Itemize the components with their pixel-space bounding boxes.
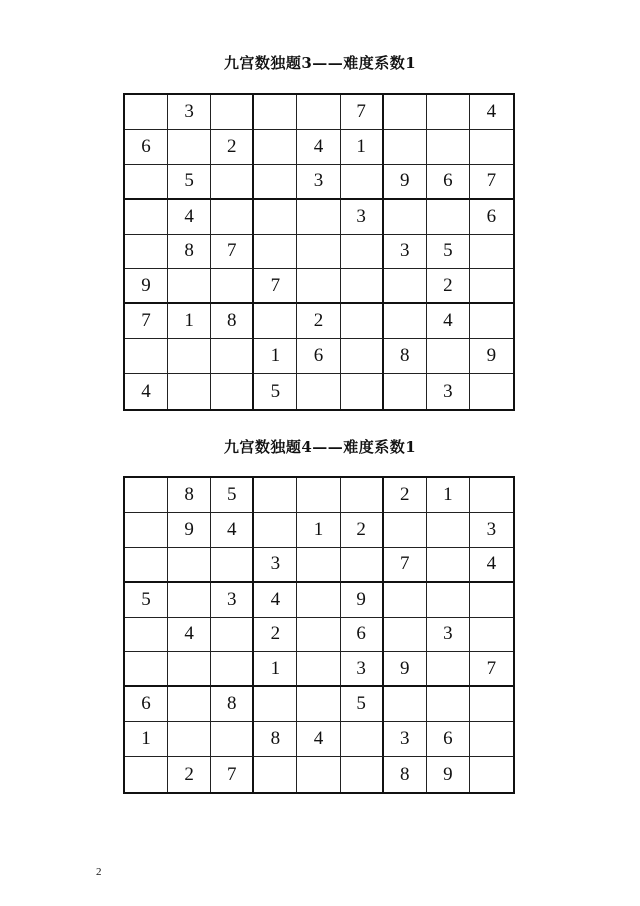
sudoku-cell [297,757,340,792]
sudoku-cell: 4 [211,513,254,548]
sudoku-cell: 7 [341,95,384,130]
sudoku-cell [384,687,427,722]
sudoku-cell [470,269,513,304]
sudoku-cell [125,95,168,130]
sudoku-cell: 5 [211,478,254,513]
puzzle-title: 九宫数独题3——难度系数1 [223,54,417,72]
sudoku-cell [254,165,297,200]
sudoku-cell: 8 [254,722,297,757]
sudoku-cell [254,130,297,165]
sudoku-cell [168,652,211,687]
sudoku-cell [254,95,297,130]
sudoku-cell: 3 [427,618,470,653]
sudoku-cell [211,618,254,653]
sudoku-cell [125,235,168,270]
sudoku-cell [384,304,427,339]
sudoku-cell [384,130,427,165]
sudoku-cell [470,722,513,757]
sudoku-cell: 9 [427,757,470,792]
sudoku-cell [427,513,470,548]
sudoku-cell: 9 [384,165,427,200]
sudoku-cell [470,235,513,270]
sudoku-cell [125,548,168,583]
sudoku-cell [254,478,297,513]
sudoku-cell [341,339,384,374]
sudoku-cell: 7 [211,235,254,270]
sudoku-cell: 1 [254,652,297,687]
sudoku-cell [125,513,168,548]
sudoku-cell [168,687,211,722]
sudoku-cell: 3 [384,722,427,757]
sudoku-cell [470,583,513,618]
sudoku-cell [168,339,211,374]
sudoku-cell: 3 [168,95,211,130]
sudoku-cell: 1 [341,130,384,165]
sudoku-cell: 2 [254,618,297,653]
sudoku-cell: 7 [470,652,513,687]
sudoku-cell [211,722,254,757]
sudoku-cell [211,374,254,409]
sudoku-cell [168,548,211,583]
sudoku-cell [341,165,384,200]
sudoku-cell [297,583,340,618]
sudoku-cell: 2 [168,757,211,792]
sudoku-cell [297,95,340,130]
sudoku-cell [341,304,384,339]
sudoku-cell [125,618,168,653]
sudoku-cell [125,165,168,200]
sudoku-cell: 2 [427,269,470,304]
sudoku-cell [427,200,470,235]
sudoku-cell: 5 [427,235,470,270]
sudoku-cell [211,339,254,374]
sudoku-cell [341,548,384,583]
sudoku-cell [470,618,513,653]
sudoku-cell: 8 [211,304,254,339]
sudoku-cell [384,513,427,548]
sudoku-cell [297,652,340,687]
sudoku-cell: 5 [168,165,211,200]
sudoku-cell: 6 [470,200,513,235]
sudoku-cell [384,374,427,409]
sudoku-cell [125,339,168,374]
sudoku-cell [470,478,513,513]
sudoku-cell: 7 [254,269,297,304]
sudoku-cell: 4 [168,200,211,235]
sudoku-cell: 3 [470,513,513,548]
sudoku-cell: 4 [427,304,470,339]
sudoku-grid [123,93,515,411]
sudoku-cell [254,513,297,548]
sudoku-cell [168,130,211,165]
sudoku-cell: 8 [211,687,254,722]
sudoku-cell [297,687,340,722]
sudoku-cell: 4 [254,583,297,618]
sudoku-cell [470,757,513,792]
sudoku-cell [470,374,513,409]
puzzle-title: 九宫数独题4——难度系数1 [223,438,417,456]
sudoku-cell [427,339,470,374]
sudoku-cell: 9 [341,583,384,618]
sudoku-cell: 3 [427,374,470,409]
sudoku-cell [211,200,254,235]
sudoku-cell: 1 [254,339,297,374]
sudoku-cell [427,687,470,722]
sudoku-cell [470,687,513,722]
sudoku-cell: 4 [470,548,513,583]
sudoku-cell: 9 [384,652,427,687]
sudoku-cell [297,200,340,235]
sudoku-cell: 8 [384,757,427,792]
sudoku-cell [125,478,168,513]
sudoku-cell [168,374,211,409]
sudoku-cell [254,687,297,722]
sudoku-cell [168,722,211,757]
page-number: 2 [96,866,102,878]
sudoku-cell [341,269,384,304]
sudoku-cell: 6 [125,130,168,165]
sudoku-cell: 6 [297,339,340,374]
sudoku-cell: 2 [341,513,384,548]
sudoku-cell: 4 [297,130,340,165]
sudoku-cell: 4 [125,374,168,409]
sudoku-cell: 8 [168,235,211,270]
sudoku-cell [254,304,297,339]
sudoku-cell [211,269,254,304]
sudoku-cell [254,200,297,235]
sudoku-cell: 4 [297,722,340,757]
sudoku-cell [427,583,470,618]
sudoku-cell [125,652,168,687]
sudoku-cell [470,304,513,339]
sudoku-cell [427,548,470,583]
sudoku-cell [125,757,168,792]
sudoku-cell: 8 [384,339,427,374]
sudoku-cell: 6 [427,722,470,757]
sudoku-cell [125,200,168,235]
sudoku-cell [427,130,470,165]
sudoku-cell [297,374,340,409]
sudoku-cell [384,200,427,235]
sudoku-cell [341,374,384,409]
sudoku-cell: 5 [254,374,297,409]
sudoku-cell [211,165,254,200]
sudoku-cell [211,652,254,687]
sudoku-cell [297,618,340,653]
sudoku-cell [341,757,384,792]
sudoku-cell [427,95,470,130]
sudoku-cell [297,269,340,304]
sudoku-cell [384,618,427,653]
sudoku-cell [384,269,427,304]
sudoku-cell: 9 [470,339,513,374]
sudoku-cell [341,478,384,513]
sudoku-cell [384,95,427,130]
sudoku-cell: 9 [125,269,168,304]
sudoku-cell [341,722,384,757]
sudoku-cell [297,478,340,513]
sudoku-cell: 3 [254,548,297,583]
sudoku-cell [384,583,427,618]
sudoku-grid [123,476,515,794]
sudoku-cell: 5 [125,583,168,618]
sudoku-cell: 9 [168,513,211,548]
sudoku-cell: 4 [470,95,513,130]
sudoku-cell [297,548,340,583]
sudoku-cell: 7 [211,757,254,792]
sudoku-cell: 3 [211,583,254,618]
sudoku-cell: 7 [384,548,427,583]
sudoku-cell: 3 [341,652,384,687]
sudoku-cell: 3 [297,165,340,200]
sudoku-cell [254,757,297,792]
sudoku-cell: 7 [125,304,168,339]
sudoku-cell: 1 [125,722,168,757]
sudoku-cell: 6 [341,618,384,653]
sudoku-cell [341,235,384,270]
sudoku-cell: 4 [168,618,211,653]
sudoku-cell [168,583,211,618]
sudoku-cell: 5 [341,687,384,722]
sudoku-cell: 6 [125,687,168,722]
sudoku-cell [470,130,513,165]
sudoku-cell: 2 [297,304,340,339]
sudoku-cell [211,548,254,583]
sudoku-cell [254,235,297,270]
sudoku-cell: 3 [384,235,427,270]
sudoku-cell [168,269,211,304]
sudoku-cell: 1 [168,304,211,339]
sudoku-cell: 2 [384,478,427,513]
sudoku-cell: 2 [211,130,254,165]
sudoku-cell [211,95,254,130]
sudoku-cell: 7 [470,165,513,200]
sudoku-cell: 6 [427,165,470,200]
sudoku-cell: 1 [297,513,340,548]
sudoku-cell [427,652,470,687]
sudoku-cell: 3 [341,200,384,235]
sudoku-cell [297,235,340,270]
sudoku-cell: 1 [427,478,470,513]
sudoku-cell: 8 [168,478,211,513]
